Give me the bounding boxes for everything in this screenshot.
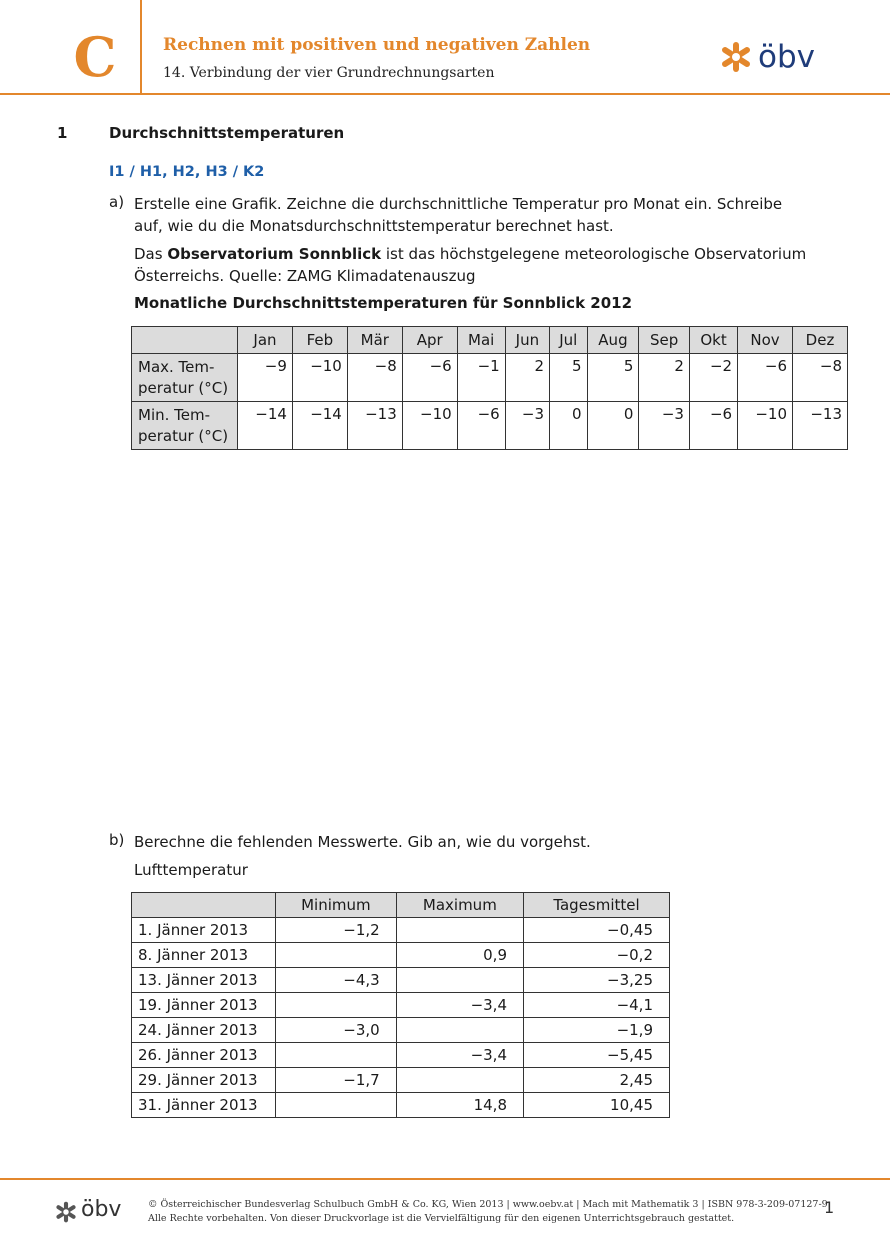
part-a-label: a): [109, 193, 125, 211]
table-cell: 5: [550, 354, 587, 402]
table-header-row: [132, 893, 670, 918]
copyright-line-1: © Österreichischer Bundesverlag Schulbuch GmbH & Co. KG, Wien 2013 | www.oebv.at | Mach mit Mathematik 3 | ISBN 978-3-209-07127-9: [148, 1199, 828, 1210]
table-cell: −6: [738, 354, 793, 402]
max-cell: −3,4: [396, 1043, 523, 1068]
table-cell: −10: [402, 402, 457, 450]
header-divider-vertical: [140, 0, 142, 94]
table-corner-cell: [132, 327, 238, 354]
date-cell: 19. Jänner 2013: [132, 993, 276, 1018]
table-cell: −6: [689, 402, 737, 450]
table-cell: −6: [402, 354, 457, 402]
mean-cell: 10,45: [524, 1093, 670, 1118]
air-temperature-caption: Lufttemperatur: [134, 861, 248, 879]
month-header: Jan: [238, 327, 293, 354]
air-temperature-table: [131, 892, 670, 1118]
table-cell: −10: [738, 402, 793, 450]
month-header: Mai: [457, 327, 505, 354]
table-header-row: [132, 327, 848, 354]
column-header-maximum: Maximum: [396, 893, 523, 918]
source-prefix: Das: [134, 245, 168, 263]
table-row: [132, 1018, 670, 1043]
chapter-title: Rechnen mit positiven und negativen Zahlen: [163, 35, 591, 55]
part-b-instruction: Berechne die fehlenden Messwerte. Gib an, wie du vorgehst.: [134, 833, 591, 851]
table-cell: −3: [505, 402, 549, 450]
row-label-min: Min. Tem- peratur (°C): [132, 402, 238, 450]
copyright-line-2: Alle Rechte vorbehalten. Von dieser Druckvorlage ist die Vervielfältigung für den eigenen Unterrichtsgebrauch gestattet.: [148, 1213, 735, 1224]
task-title: Durchschnittstemperaturen: [109, 124, 345, 142]
table-cell: −6: [457, 402, 505, 450]
table-cell: −8: [347, 354, 402, 402]
mean-cell: −4,1: [524, 993, 670, 1018]
date-cell: 26. Jänner 2013: [132, 1043, 276, 1068]
month-header: Jul: [550, 327, 587, 354]
max-cell: [396, 1018, 523, 1043]
month-header: Aug: [587, 327, 639, 354]
page-number: 1: [824, 1198, 835, 1217]
mean-cell: −0,45: [524, 918, 670, 943]
part-a-source-note: [134, 243, 814, 287]
table-cell: −13: [793, 402, 848, 450]
max-cell: [396, 968, 523, 993]
table-row-min: [132, 402, 848, 450]
table-row: [132, 1093, 670, 1118]
chapter-letter: C: [73, 25, 117, 89]
mean-cell: −0,2: [524, 943, 670, 968]
month-header: Sep: [639, 327, 690, 354]
min-cell: [276, 1043, 397, 1068]
max-cell: [396, 918, 523, 943]
table-cell: −14: [238, 402, 293, 450]
month-header: Dez: [793, 327, 848, 354]
table-row: [132, 1043, 670, 1068]
min-cell: [276, 993, 397, 1018]
copyright-notice: [148, 1198, 828, 1226]
logo-wordmark: öbv: [758, 39, 815, 75]
mean-cell: −1,9: [524, 1018, 670, 1043]
date-cell: 24. Jänner 2013: [132, 1018, 276, 1043]
table-cell: 0: [587, 402, 639, 450]
min-cell: [276, 943, 397, 968]
month-header: Mär: [347, 327, 402, 354]
table-cell: −2: [689, 354, 737, 402]
table-row: [132, 918, 670, 943]
month-header: Nov: [738, 327, 793, 354]
section-subtitle: 14. Verbindung der vier Grundrechnungsarten: [163, 65, 495, 81]
column-header-minimum: Minimum: [276, 893, 397, 918]
table-cell: 5: [587, 354, 639, 402]
table-row: [132, 943, 670, 968]
header-divider-horizontal: [0, 93, 890, 95]
table-cell: −9: [238, 354, 293, 402]
date-cell: 13. Jänner 2013: [132, 968, 276, 993]
mean-cell: −3,25: [524, 968, 670, 993]
table-cell: −14: [292, 402, 347, 450]
min-cell: −4,3: [276, 968, 397, 993]
part-a-instruction: Erstelle eine Grafik. Zeichne die durchschnittliche Temperatur pro Monat ein. Schreibe auf, wie du die Monatsdurchschnittstemperatur berechnet hast.: [134, 195, 783, 235]
table-row: [132, 1068, 670, 1093]
asterisk-logo-icon: [720, 41, 752, 73]
table-cell: −3: [639, 402, 690, 450]
table-row: [132, 993, 670, 1018]
max-cell: 14,8: [396, 1093, 523, 1118]
task-number: 1: [57, 124, 68, 142]
max-cell: −3,4: [396, 993, 523, 1018]
month-header: Apr: [402, 327, 457, 354]
month-header: Okt: [689, 327, 737, 354]
monthly-temperature-table: [131, 326, 848, 450]
date-cell: 29. Jänner 2013: [132, 1068, 276, 1093]
max-cell: [396, 1068, 523, 1093]
min-cell: −1,2: [276, 918, 397, 943]
table-cell: 2: [505, 354, 549, 402]
asterisk-logo-icon: [55, 1201, 77, 1223]
source-suffix: ist das höchstgelegene meteorologische Observatorium Österreichs. Quelle: ZAMG Klimadatenauszug: [134, 245, 807, 285]
table-cell: −1: [457, 354, 505, 402]
table-cell: 2: [639, 354, 690, 402]
mean-cell: 2,45: [524, 1068, 670, 1093]
min-cell: [276, 1093, 397, 1118]
competency-codes: I1 / H1, H2, H3 / K2: [109, 164, 265, 180]
mean-cell: −5,45: [524, 1043, 670, 1068]
date-cell: 31. Jänner 2013: [132, 1093, 276, 1118]
table-cell: 0: [550, 402, 587, 450]
min-cell: −1,7: [276, 1068, 397, 1093]
min-cell: −3,0: [276, 1018, 397, 1043]
month-header: Jun: [505, 327, 549, 354]
footer-divider: [0, 1178, 890, 1180]
temperature-table-title: Monatliche Durchschnittstemperaturen für Sonnblick 2012: [134, 294, 633, 312]
table-cell: −10: [292, 354, 347, 402]
table-row: [132, 968, 670, 993]
table-row-max: [132, 354, 848, 402]
part-b-label: b): [109, 831, 125, 849]
source-bold: Observatorium Sonnblick: [167, 245, 382, 263]
column-header-tagesmittel: Tagesmittel: [524, 893, 670, 918]
table-corner-cell: [132, 893, 276, 918]
max-cell: 0,9: [396, 943, 523, 968]
month-header: Feb: [292, 327, 347, 354]
date-cell: 1. Jänner 2013: [132, 918, 276, 943]
footer-logo-wordmark: öbv: [81, 1197, 122, 1222]
table-cell: −8: [793, 354, 848, 402]
date-cell: 8. Jänner 2013: [132, 943, 276, 968]
row-label-max: Max. Tem- peratur (°C): [132, 354, 238, 402]
table-cell: −13: [347, 402, 402, 450]
